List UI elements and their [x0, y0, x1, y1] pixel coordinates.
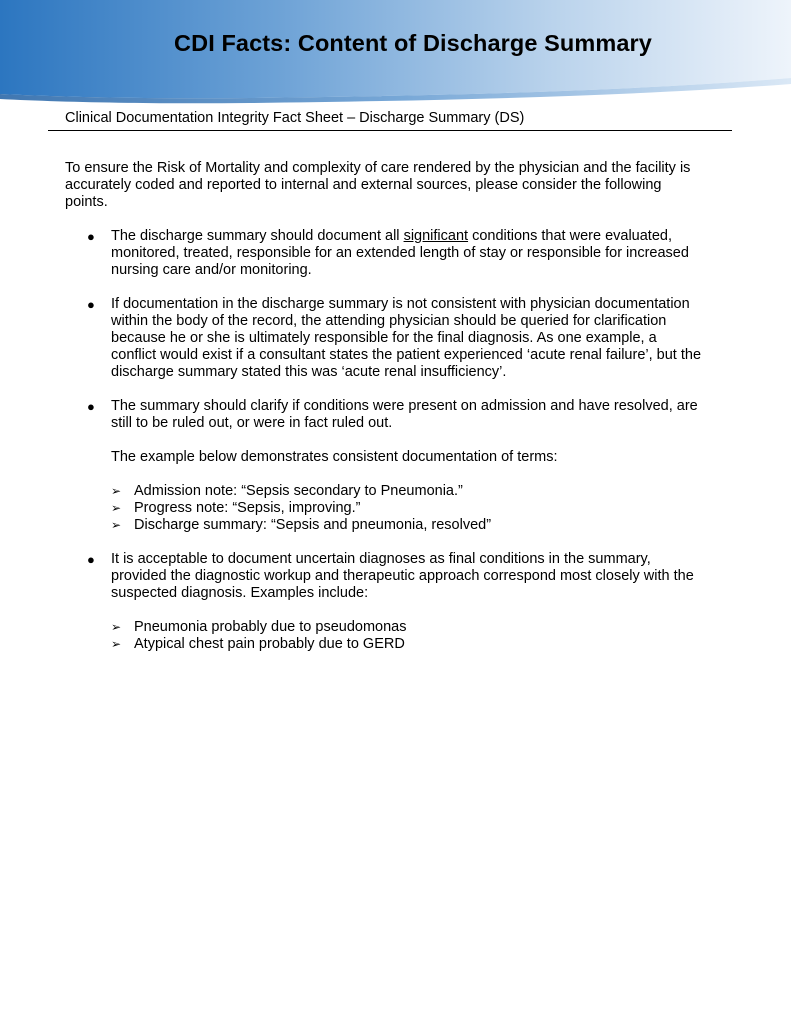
- bullet-icon: ●: [87, 552, 95, 567]
- bullet-icon: ●: [87, 297, 95, 312]
- list-item: [65, 296, 705, 381]
- list-item: [111, 500, 705, 517]
- bullet-text: It is acceptable to document uncertain diagnoses as final conditions in the summary, provided the diagnostic workup and therapeutic approach correspond most closely with the suspected diagnosis. Examples include:: [111, 551, 694, 601]
- page-title: CDI Facts: Content of Discharge Summary: [174, 30, 652, 56]
- arrow-bullet-icon: ➢: [111, 637, 122, 651]
- intro-paragraph: To ensure the Risk of Mortality and complexity of care rendered by the physician and the facility is accurately coded and reported to internal and external sources, please consider the following points.: [65, 160, 691, 210]
- list-item: [65, 398, 705, 534]
- document-body: [65, 160, 705, 653]
- example-list: [111, 619, 705, 653]
- list-item: [111, 619, 705, 636]
- example-text: Progress note: “Sepsis, improving.”: [134, 500, 361, 516]
- arrow-bullet-icon: ➢: [111, 501, 122, 515]
- list-item: [111, 483, 705, 500]
- arrow-bullet-icon: ➢: [111, 518, 122, 532]
- bullet-text: conditions that were evaluated, monitored, treated, responsible for an extended length of stay or responsible for increased nursing care and/or monitoring.: [111, 228, 689, 278]
- example-list: [111, 483, 705, 534]
- list-item: [65, 551, 705, 653]
- example-text: Atypical chest pain probably due to GERD: [134, 636, 405, 652]
- header-divider: [48, 130, 732, 131]
- page-subtitle: Clinical Documentation Integrity Fact Sheet – Discharge Summary (DS): [65, 110, 525, 126]
- bullet-icon: ●: [87, 399, 95, 414]
- bullet-list: [65, 228, 705, 653]
- list-item: [111, 636, 705, 653]
- bullet-text: If documentation in the discharge summary is not consistent with physician documentation within the body of the record, the attending physician should be queried for clarification because he or she is ultimately responsible for the final diagnosis. As one example, a conflict would exist if a consultant states the patient experienced ‘acute renal failure’, but the discharge summary stated this was ‘acute renal insufficiency’.: [111, 296, 702, 380]
- arrow-bullet-icon: ➢: [111, 484, 122, 498]
- example-text: Discharge summary: “Sepsis and pneumonia, resolved”: [134, 517, 492, 533]
- list-item: [111, 517, 705, 534]
- list-item: [65, 228, 705, 279]
- underlined-term: significant: [403, 228, 469, 244]
- arrow-bullet-icon: ➢: [111, 620, 122, 634]
- example-intro: The example below demonstrates consistent documentation of terms:: [111, 449, 558, 465]
- bullet-text: The discharge summary should document all: [111, 228, 404, 244]
- bullet-icon: ●: [87, 229, 95, 244]
- example-text: Pneumonia probably due to pseudomonas: [134, 619, 407, 635]
- example-text: Admission note: “Sepsis secondary to Pneumonia.”: [134, 483, 463, 499]
- bullet-text: The summary should clarify if conditions were present on admission and have resolved, are still to be ruled out, or were in fact ruled out.: [111, 398, 698, 431]
